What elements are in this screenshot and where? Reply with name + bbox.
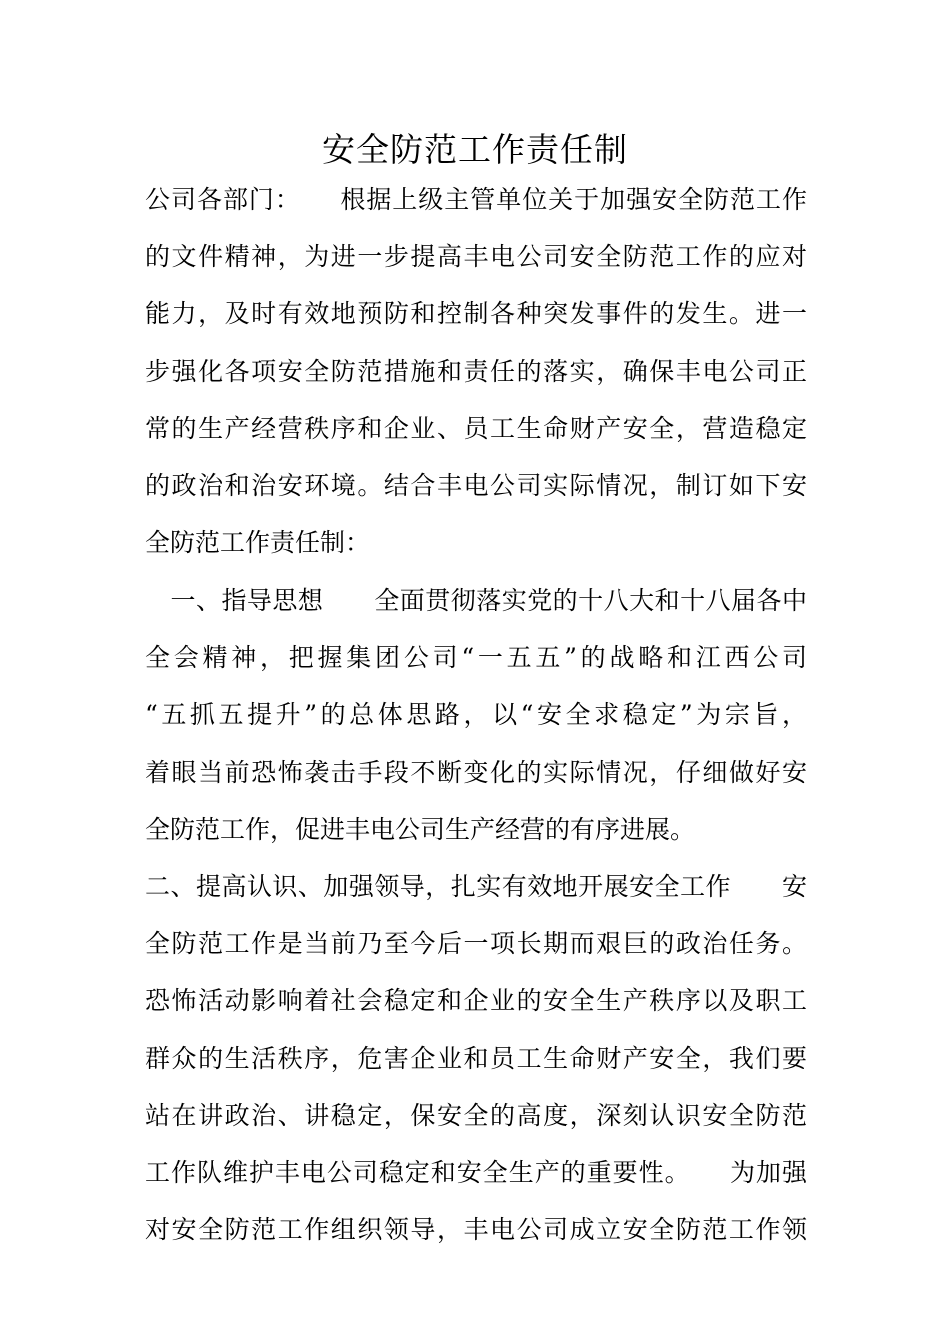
paragraph-line: 能力，及时有效地预防和控制各种突发事件的发生。进一: [145, 299, 807, 328]
paragraph-line: 着眼当前恐怖袭击手段不断变化的实际情况，仔细做好安: [145, 758, 807, 787]
paragraph-line: 恐怖活动影响着社会稳定和企业的安全生产秩序以及职工: [145, 986, 807, 1015]
paragraph-line: 全防范工作是当前乃至今后一项长期而艰巨的政治任务。: [145, 929, 807, 958]
paragraph-line: 的文件精神，为进一步提高丰电公司安全防范工作的应对: [145, 242, 807, 271]
paragraph-line: 站在讲政治、讲稳定，保安全的高度，深刻认识安全防范: [145, 1101, 807, 1130]
document-title: 安全防范工作责任制: [322, 130, 628, 169]
paragraph-line: 群众的生活秩序，危害企业和员工生命财产安全，我们要: [145, 1044, 807, 1073]
paragraph-line: 全防范工作，促进丰电公司生产经营的有序进展。: [145, 815, 696, 844]
paragraph-line: 全防范工作责任制：: [145, 528, 371, 557]
paragraph-line: 的政治和治安环境。结合丰电公司实际情况，制订如下安: [145, 471, 807, 500]
paragraph-line: 全会精神，把握集团公司“一五五”的战略和江西公司: [145, 643, 807, 672]
paragraph-line: 一、指导思想 全面贯彻落实党的十八大和十八届各中: [145, 586, 807, 615]
paragraph-line: 对安全防范工作组织领导，丰电公司成立安全防范工作领: [145, 1215, 807, 1244]
paragraph-line: 工作队维护丰电公司稳定和安全生产的重要性。 为加强: [145, 1158, 807, 1187]
paragraph-line: 常的生产经营秩序和企业、员工生命财产安全，营造稳定: [145, 414, 807, 443]
paragraph-line: 步强化各项安全防范措施和责任的落实，确保丰电公司正: [145, 357, 807, 386]
paragraph-line: 二、提高认识、加强领导，扎实有效地开展安全工作 安: [145, 872, 807, 901]
paragraph-line: 公司各部门： 根据上级主管单位关于加强安全防范工作: [145, 185, 807, 214]
paragraph-line: “五抓五提升”的总体思路，以“安全求稳定”为宗旨，: [145, 700, 807, 729]
